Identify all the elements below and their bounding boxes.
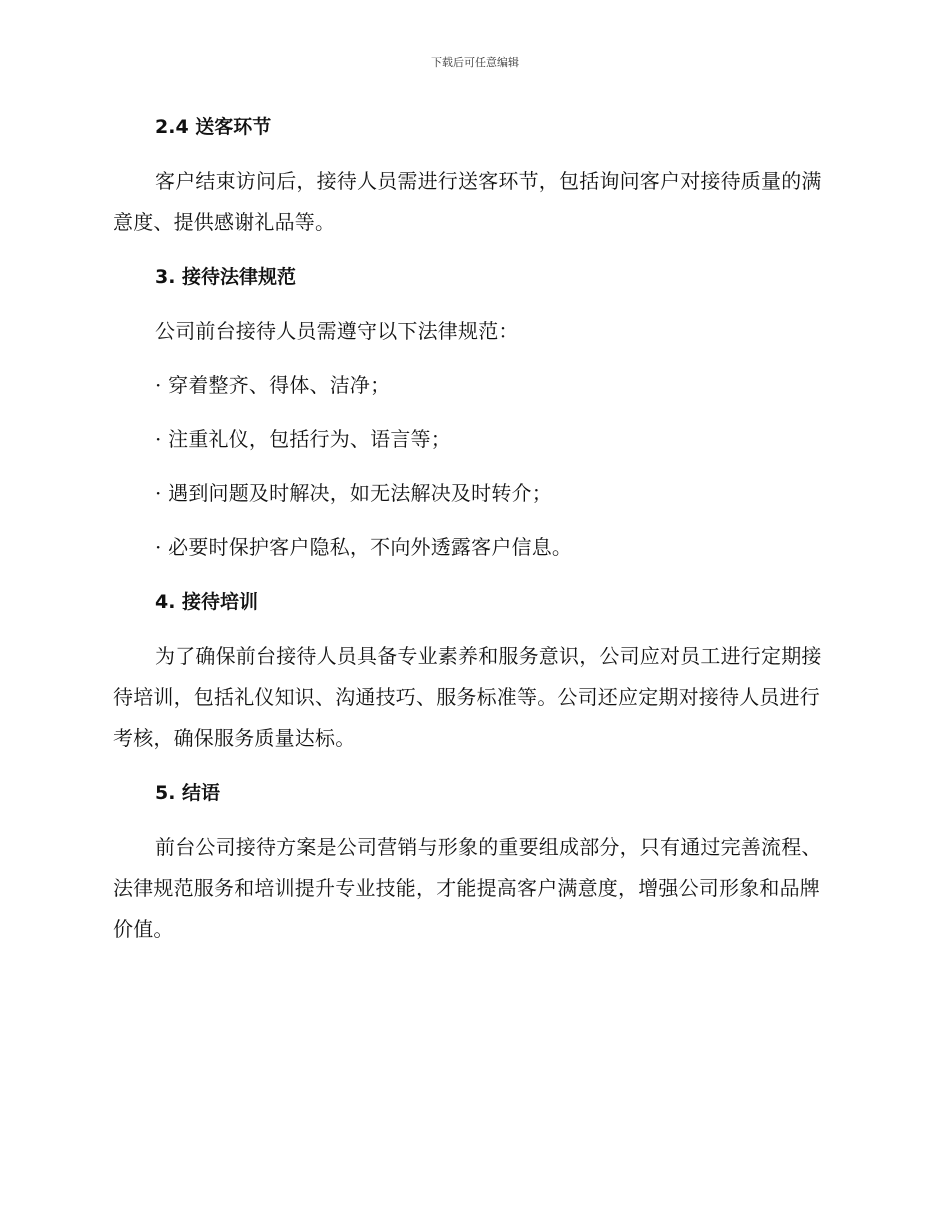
bullet-item: · 穿着整齐、得体、洁净； <box>155 373 391 397</box>
section-heading-4: 4. 接待培训 <box>155 591 259 613</box>
section-paragraph-5: 前台公司接待方案是公司营销与形象的重要组成部分，只有通过完善流程、法律规范服务和培训提升专业技能，才能提高客户满意度，增强公司形象和品牌价值。 <box>113 835 822 941</box>
page-header: 下载后可任意编辑 <box>431 56 519 69</box>
section-intro-3: 公司前台接待人员需遵守以下法律规范： <box>155 319 519 343</box>
bullet-item: · 注重礼仪，包括行为、语言等； <box>155 427 451 451</box>
section-heading-2-4: 2.4 送客环节 <box>155 116 272 138</box>
bullet-item: · 遇到问题及时解决，如无法解决及时转介； <box>155 481 552 505</box>
section-paragraph-2-4: 客户结束访问后，接待人员需进行送客环节，包括询问客户对接待质量的满意度、提供感谢礼品等。 <box>113 169 822 234</box>
section-heading-5: 5. 结语 <box>155 782 221 804</box>
section-paragraph-4: 为了确保前台接待人员具备专业素养和服务意识，公司应对员工进行定期接待培训，包括礼仪知识、沟通技巧、服务标准等。公司还应定期对接待人员进行考核，确保服务质量达标。 <box>113 644 822 750</box>
section-heading-3: 3. 接待法律规范 <box>155 266 297 288</box>
document-body <box>113 106 833 963</box>
bullet-item: · 必要时保护客户隐私，不向外透露客户信息。 <box>155 535 573 559</box>
